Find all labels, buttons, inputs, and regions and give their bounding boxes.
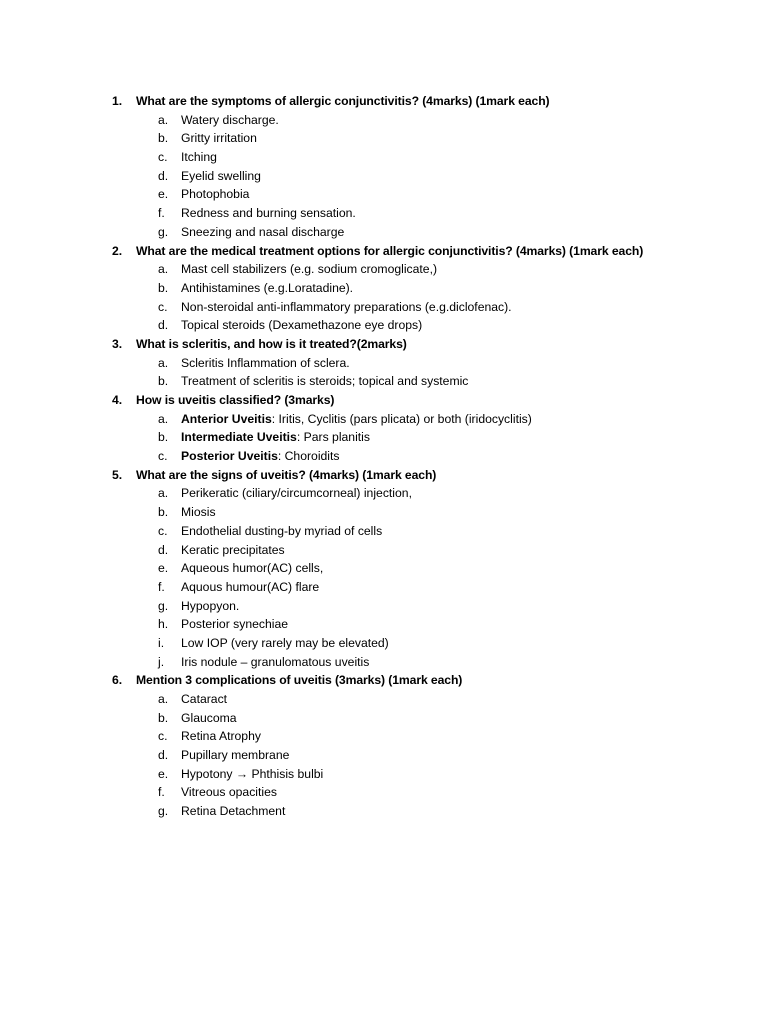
- answer-body: : Iritis, Cyclitis (pars plicata) or both (iridocyclitis): [271, 411, 532, 426]
- answer-letter: a.: [158, 262, 169, 277]
- question-text: How is uveitis classified? (3marks): [136, 393, 335, 407]
- answer-letter: b.: [158, 710, 169, 725]
- answer-letter: e.: [158, 187, 169, 202]
- question-text: What is scleritis, and how is it treated?(2marks): [136, 336, 407, 351]
- answer-letter: f.: [158, 785, 165, 800]
- answer-body: Low IOP (very rarely may be elevated): [181, 635, 389, 650]
- answer-text: [181, 316, 422, 335]
- answer-text: [181, 690, 227, 709]
- answer-item: [0, 447, 768, 466]
- answer-body: Endothelial dusting-by myriad of cells: [181, 523, 383, 538]
- answer-letter: a.: [158, 112, 169, 127]
- answer-item: [0, 260, 768, 279]
- answer-item: [0, 597, 768, 616]
- answer-body: Antihistamines (e.g.Loratadine).: [181, 280, 354, 295]
- answer-text: [181, 223, 344, 242]
- answer-item: [0, 354, 768, 373]
- answer-body: Non-steroidal anti-inflammatory preparations (e.g.diclofenac).: [181, 299, 512, 314]
- answer-text: [181, 727, 261, 746]
- answer-text: [181, 260, 437, 279]
- answer-letter: g.: [158, 598, 169, 613]
- answer-text: [181, 802, 285, 821]
- document-page: [0, 92, 768, 821]
- answer-text: [181, 653, 369, 672]
- answer-body: Photophobia: [181, 187, 250, 202]
- answer-item: [0, 802, 768, 821]
- answer-text: [181, 634, 389, 653]
- answer-item: [0, 372, 768, 391]
- answer-body: Redness and burning sensation.: [181, 206, 356, 221]
- answer-item: [0, 204, 768, 223]
- answer-item: [0, 690, 768, 709]
- answer-body: Sneezing and nasal discharge: [181, 224, 345, 239]
- answer-letter: b.: [158, 505, 169, 520]
- answer-body: Retina Detachment: [181, 804, 286, 819]
- answer-term: Intermediate Uveitis: [181, 430, 297, 445]
- answer-letter: c.: [158, 449, 168, 464]
- answer-body: Itching: [181, 150, 217, 165]
- answer-body: Treatment of scleritis is steroids; topical and systemic: [181, 374, 469, 389]
- answer-item: [0, 615, 768, 634]
- answer-item: [0, 148, 768, 167]
- answer-letter: a.: [158, 486, 169, 501]
- answer-text: [181, 503, 216, 522]
- answer-letter: a.: [158, 411, 169, 426]
- answer-letter: b.: [158, 430, 169, 445]
- question-4: [0, 391, 768, 410]
- answer-body: Perikeratic (ciliary/circumcorneal) injection,: [181, 486, 412, 501]
- answer-text: [181, 615, 288, 634]
- question-number: 2.: [112, 243, 123, 258]
- answer-item: [0, 765, 768, 784]
- answer-text: [181, 204, 356, 223]
- question-text: What are the symptoms of allergic conjunctivitis? (4marks) (1mark each): [136, 94, 550, 108]
- answer-body: Vitreous opacities: [181, 785, 277, 800]
- answer-item: [0, 129, 768, 148]
- question-number: 5.: [112, 467, 123, 482]
- answer-body: Posterior synechiae: [181, 617, 289, 632]
- answer-body: Glaucoma: [181, 710, 237, 725]
- answer-item: [0, 634, 768, 653]
- answer-item: [0, 298, 768, 317]
- answer-letter: e.: [158, 561, 169, 576]
- answer-item: [0, 279, 768, 298]
- answer-body: Watery discharge.: [181, 112, 279, 127]
- answer-letter: f.: [158, 206, 165, 221]
- answer-body: Eyelid swelling: [181, 168, 261, 183]
- answer-letter: g.: [158, 804, 169, 819]
- question-text: What are the signs of uveitis? (4marks) (1mark each): [136, 467, 437, 482]
- answer-text: [181, 111, 279, 130]
- question-number: 3.: [112, 336, 123, 351]
- answer-text: [181, 410, 532, 429]
- question-text: What are the medical treatment options for allergic conjunctivitis? (4marks) (1mark each): [136, 243, 644, 258]
- answer-item: [0, 559, 768, 578]
- answer-text: [181, 597, 239, 616]
- answer-item: [0, 111, 768, 130]
- question-1: [0, 92, 768, 111]
- question-number: 1.: [112, 94, 123, 108]
- answer-letter: d.: [158, 168, 169, 183]
- answer-letter: c.: [158, 523, 168, 538]
- answer-item: [0, 578, 768, 597]
- answer-text: [181, 129, 257, 148]
- answer-item: [0, 185, 768, 204]
- answer-text: [181, 354, 350, 373]
- answer-text: [181, 746, 289, 765]
- answer-text: [181, 279, 353, 298]
- question-text: Mention 3 complications of uveitis (3marks) (1mark each): [136, 673, 463, 688]
- answer-letter: d.: [158, 748, 169, 763]
- answer-body: Aqueous humor(AC) cells,: [181, 561, 324, 576]
- answer-term: Posterior Uveitis: [181, 449, 278, 464]
- answer-item: [0, 709, 768, 728]
- answer-text: [181, 765, 323, 784]
- answer-letter: a.: [158, 692, 169, 706]
- answer-body: Cataract: [181, 692, 228, 706]
- answer-body: : Pars planitis: [296, 430, 370, 445]
- answer-text: [181, 298, 512, 317]
- question-3: [0, 335, 768, 354]
- answer-letter: c.: [158, 729, 168, 744]
- question-number: 4.: [112, 393, 123, 407]
- answer-body: Pupillary membrane: [181, 748, 290, 763]
- answer-body: Aquous humour(AC) flare: [181, 579, 320, 594]
- question-5: [0, 466, 768, 485]
- answer-text: [181, 484, 412, 503]
- answer-letter: a.: [158, 355, 169, 370]
- answer-body: Miosis: [181, 505, 216, 520]
- answer-letter: b.: [158, 280, 169, 295]
- answer-item: [0, 746, 768, 765]
- answer-body: Topical steroids (Dexamethazone eye drops): [181, 318, 423, 333]
- answer-body: Mast cell stabilizers (e.g. sodium cromoglicate,): [181, 262, 438, 277]
- answer-text: [181, 783, 277, 802]
- answer-item: [0, 410, 768, 429]
- answer-letter: b.: [158, 374, 169, 389]
- answer-body: Hypopyon.: [181, 598, 240, 613]
- answer-body: Iris nodule – granulomatous uveitis: [181, 654, 370, 669]
- answer-item: [0, 783, 768, 802]
- answer-item: [0, 727, 768, 746]
- answer-text: [181, 447, 340, 466]
- answer-body: Keratic precipitates: [181, 542, 285, 557]
- answer-text: [181, 372, 468, 391]
- answer-item: [0, 167, 768, 186]
- answer-item: [0, 316, 768, 335]
- answer-text: [181, 522, 382, 541]
- question-6: [0, 671, 768, 690]
- answer-text: [181, 541, 285, 560]
- question-2: [0, 242, 768, 261]
- answer-item: [0, 484, 768, 503]
- answer-body: Hypotony → Phthisis bulbi: [181, 766, 324, 781]
- answer-body: Scleritis Inflammation of sclera.: [181, 355, 350, 370]
- question-number: 6.: [112, 673, 123, 688]
- answer-letter: c.: [158, 150, 168, 165]
- answer-letter: b.: [158, 131, 169, 146]
- answer-letter: g.: [158, 224, 169, 239]
- answer-text: [181, 428, 370, 447]
- answer-letter: j.: [158, 654, 165, 669]
- answer-item: [0, 522, 768, 541]
- answer-item: [0, 503, 768, 522]
- answer-text: [181, 167, 261, 186]
- answer-text: [181, 709, 237, 728]
- answer-letter: d.: [158, 318, 169, 333]
- answer-item: [0, 541, 768, 560]
- answer-body: Retina Atrophy: [181, 729, 261, 744]
- answer-text: [181, 578, 319, 597]
- answer-text: [181, 185, 249, 204]
- answer-letter: i.: [158, 635, 165, 650]
- answer-item: [0, 223, 768, 242]
- answer-body: : Choroidits: [277, 449, 340, 464]
- answer-item: [0, 428, 768, 447]
- answer-letter: e.: [158, 766, 169, 781]
- answer-text: [181, 559, 323, 578]
- answer-text: [181, 148, 217, 167]
- answer-body: Gritty irritation: [181, 131, 257, 146]
- answer-letter: c.: [158, 299, 168, 314]
- answer-letter: f.: [158, 579, 165, 594]
- answer-term: Anterior Uveitis: [181, 411, 272, 426]
- answer-letter: h.: [158, 617, 169, 632]
- answer-letter: d.: [158, 542, 169, 557]
- answer-item: [0, 653, 768, 672]
